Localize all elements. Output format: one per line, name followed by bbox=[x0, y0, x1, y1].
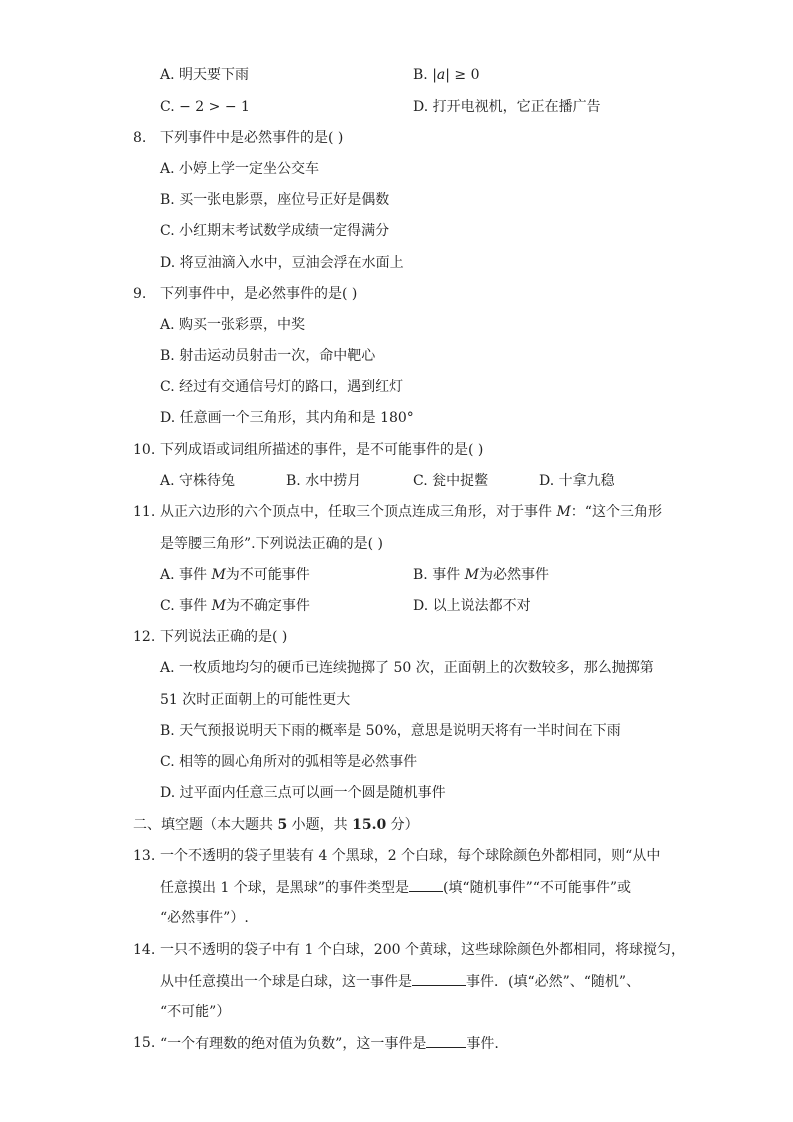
q12-option-a-line1: A. 一枚质地均匀的硬币已连续抛掷了 50 次，正面朝上的次数较多，那么抛掷第 bbox=[160, 660, 654, 676]
q10-option-c: C. 瓮中捉鳖 bbox=[413, 473, 489, 489]
section-prefix: 二、填空题（本大题共 bbox=[133, 817, 278, 833]
q14-line2-after: 事件．(填“必然”、“随机”、 bbox=[466, 974, 641, 990]
q12-stem: 下列说法正确的是( ) bbox=[160, 629, 288, 645]
q11-option-a: A. 事件 𝑀为不可能事件 bbox=[160, 567, 310, 583]
q14-line3: “不可能”） bbox=[160, 1004, 231, 1020]
q8-number: 8. bbox=[133, 130, 147, 146]
q8-option-b: B. 买一张电影票，座位号正好是偶数 bbox=[160, 192, 390, 208]
q9-option-b: B. 射击运动员射击一次，命中靶心 bbox=[160, 348, 376, 364]
q14-line2 bbox=[160, 971, 640, 992]
q12-option-a-line2: 51 次时正面朝上的可能性更大 bbox=[160, 692, 351, 708]
q8-option-a: A. 小婷上学一定坐公交车 bbox=[160, 161, 320, 177]
q9-option-d: D. 任意画一个三角形，其内角和是 180° bbox=[160, 410, 414, 426]
q14-line2-before: 从中任意摸出一个球是白球，这一事件是 bbox=[160, 974, 412, 990]
q7-option-a: A. 明天要下雨 bbox=[160, 67, 250, 83]
q14-number: 14. bbox=[133, 942, 156, 958]
q7-option-d: D. 打开电视机，它正在播广告 bbox=[413, 99, 601, 115]
q14-line1: 一只不透明的袋子中有 1 个白球，200 个黄球，这些球除颜色外都相同，将球搅匀， bbox=[160, 942, 685, 958]
q9-number: 9. bbox=[133, 286, 147, 302]
q13-line2 bbox=[160, 877, 631, 898]
q11-option-d: D. 以上说法都不对 bbox=[413, 598, 531, 614]
section-count: 5 bbox=[277, 817, 288, 833]
q10-option-b: B. 水中捞月 bbox=[286, 473, 362, 489]
q15-line1-after: 事件. bbox=[466, 1036, 499, 1052]
q12-option-c: C. 相等的圆心角所对的弧相等是必然事件 bbox=[160, 754, 418, 770]
section-suffix: 分） bbox=[386, 817, 419, 833]
q12-option-d: D. 过平面内任意三点可以画一个圆是随机事件 bbox=[160, 785, 446, 801]
q14-answer-blank[interactable] bbox=[412, 971, 466, 986]
q13-line1: 一个不透明的袋子里装有 4 个黑球，2 个白球，每个球除颜色外都相同，则“从中 bbox=[160, 848, 661, 864]
q13-line2-before: 任意摸出 1 个球，是黑球”的事件类型是 bbox=[160, 880, 409, 896]
q8-option-d: D. 将豆油滴入水中，豆油会浮在水面上 bbox=[160, 255, 404, 271]
q10-option-a: A. 守株待兔 bbox=[160, 473, 236, 489]
q15-line1-before: “一个有理数的绝对值为负数”，这一事件是 bbox=[160, 1036, 427, 1052]
q9-option-c: C. 经过有交通信号灯的路口，遇到红灯 bbox=[160, 379, 404, 395]
q9-option-a: A. 购买一张彩票，中奖 bbox=[160, 317, 306, 333]
q7-option-b: B. |𝑎| ≥ 0 bbox=[413, 67, 480, 83]
q9-stem: 下列事件中，是必然事件的是( ) bbox=[160, 286, 358, 302]
q15-answer-blank[interactable] bbox=[426, 1033, 466, 1048]
q8-stem: 下列事件中是必然事件的是( ) bbox=[160, 130, 344, 146]
q13-line2-after: (填“随机事件”“不可能事件”或 bbox=[442, 880, 632, 896]
q10-stem: 下列成语或词组所描述的事件，是不可能事件的是( ) bbox=[160, 442, 484, 458]
q7-option-c: C. − 2 > − 1 bbox=[160, 99, 250, 115]
q11-stem-line1: 从正六边形的六个顶点中，任取三个顶点连成三角形，对于事件 𝑀：“这个三角形 bbox=[160, 504, 662, 520]
q10-option-d: D. 十拿九稳 bbox=[539, 473, 615, 489]
q13-number: 13. bbox=[133, 848, 156, 864]
q13-line3: “必然事件”）. bbox=[160, 910, 249, 926]
q11-number: 11. bbox=[133, 504, 156, 520]
q13-answer-blank[interactable] bbox=[409, 877, 443, 892]
q8-option-c: C. 小红期末考试数学成绩一定得满分 bbox=[160, 223, 390, 239]
q11-stem-line2: 是等腰三角形”.下列说法正确的是( ) bbox=[160, 536, 383, 552]
q10-number: 10. bbox=[133, 442, 156, 458]
section-score: 15.0 bbox=[352, 817, 387, 833]
q15-number: 15. bbox=[133, 1035, 156, 1051]
section-mid: 小题，共 bbox=[287, 817, 353, 833]
q11-option-c: C. 事件 𝑀为不确定事件 bbox=[160, 598, 310, 614]
q11-option-b: B. 事件 𝑀为必然事件 bbox=[413, 567, 549, 583]
q12-option-b: B. 天气预报说明天下雨的概率是 50%，意思是说明天将有一半时间在下雨 bbox=[160, 723, 621, 739]
q15-line1 bbox=[160, 1033, 499, 1054]
q12-number: 12. bbox=[133, 629, 156, 645]
section-heading bbox=[133, 815, 419, 835]
